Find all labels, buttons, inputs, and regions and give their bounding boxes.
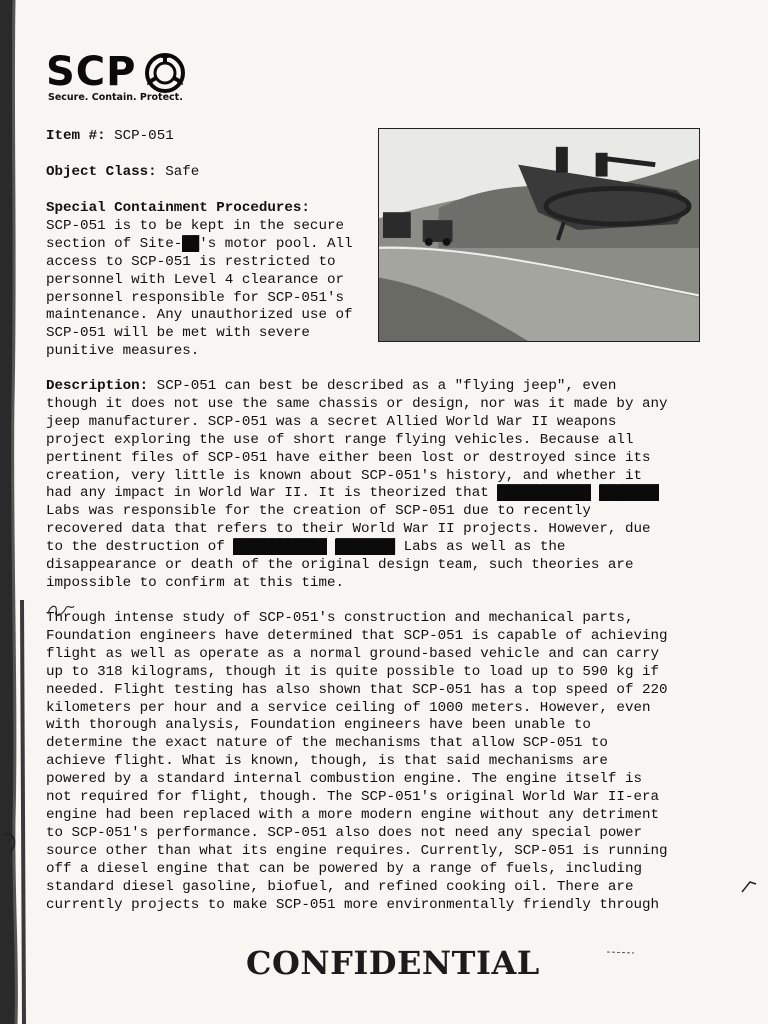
description-line: though it does not use the same chassis or design, nor was it made by any — [46, 395, 668, 412]
item-number — [46, 128, 174, 146]
logo-tagline: Secure. Contain. Protect. — [48, 92, 183, 103]
body-line: flight as well as operate as a normal ground-based vehicle and can carry — [46, 645, 659, 662]
item-value: SCP-051 — [114, 128, 174, 144]
body-line: needed. Flight testing has also shown that SCP-051 has a top speed of 220 — [46, 681, 668, 698]
body-line: with thorough analysis, Foundation engineers have been unable to — [46, 717, 591, 734]
body-paragraph — [46, 610, 668, 914]
procedures-line: personnel with Level 4 clearance or — [46, 271, 344, 288]
procedures-section — [46, 200, 353, 361]
object-class-value: Safe — [165, 164, 200, 180]
object-class — [46, 164, 199, 182]
body-line: engine had been replaced with a more modern engine without any detriment — [46, 806, 659, 823]
body-line: off a diesel engine that can be powered by a range of fuels, including — [46, 860, 642, 877]
redaction-bar: ██ — [182, 235, 200, 252]
description-line: SCP-051 can best be described as a "flying jeep", even — [148, 378, 617, 394]
scp-emblem-icon — [144, 52, 186, 94]
confidential-stamp: CONFIDENTIAL — [246, 944, 540, 982]
body-line: up to 318 kilograms, though it is quite possible to load up to 590 kg if — [46, 663, 659, 680]
redaction-bar: ███████████ — [497, 485, 591, 502]
description-section — [46, 378, 668, 593]
redaction-bar: ███████████ — [233, 539, 327, 556]
procedures-line: access to SCP-051 is restricted to — [46, 253, 336, 270]
procedures-line: maintenance. Any unauthorized use of — [46, 307, 353, 324]
redaction-bar: ███████ — [599, 485, 660, 502]
description-line: pertinent files of SCP-051 have either been lost or destroyed since its — [46, 449, 651, 466]
procedures-line: punitive measures. — [46, 343, 200, 360]
body-line: not required for flight, though. The SCP-051's original World War II-era — [46, 789, 659, 806]
body-line: currently projects to make SCP-051 more environmentally friendly through — [46, 896, 659, 913]
procedures-line: personnel responsible for SCP-051's — [46, 289, 344, 306]
description-line: Labs as well as the — [395, 539, 566, 556]
redaction-bar: ███████ — [335, 539, 396, 556]
procedures-line: SCP-051 is to be kept in the secure — [46, 217, 344, 234]
description-line: impossible to confirm at this time. — [46, 574, 344, 591]
body-line: standard diesel gasoline, biofuel, and refined cooking oil. There are — [46, 878, 634, 895]
handwritten-scribble — [44, 600, 86, 622]
body-line: kilometers per hour and a service ceiling of 1000 meters. However, even — [46, 699, 651, 716]
body-line: Through intense study of SCP-051's construction and mechanical parts, — [46, 610, 634, 626]
body-line: achieve flight. What is known, though, is that said mechanisms are — [46, 753, 608, 770]
body-line: to SCP-051's performance. SCP-051 also does not need any special power — [46, 824, 642, 841]
description-line: project exploring the use of short range flying vehicles. Because all — [46, 431, 634, 448]
procedures-line: section of Site- — [46, 235, 183, 252]
page-edge-shadow — [0, 0, 48, 1024]
body-line: powered by a standard internal combustion engine. The engine itself is — [46, 771, 642, 788]
procedures-line: 's motor pool. All — [199, 235, 353, 252]
procedures-line: SCP-051 will be met with severe — [46, 325, 310, 342]
body-line: Foundation engineers have determined that SCP-051 is capable of achieving — [46, 627, 668, 644]
description-heading: Description: — [46, 378, 149, 394]
item-label: Item #: — [46, 128, 106, 144]
description-line: disappearance or death of the original design team, such theories are — [46, 557, 634, 574]
description-line: recovered data that refers to their World War II projects. However, due — [46, 521, 651, 538]
description-line: to the destruction of — [46, 539, 234, 556]
description-line: had any impact in World War II. It is theorized that — [46, 485, 498, 502]
logo-wordmark: SCP — [46, 49, 137, 95]
object-class-label: Object Class: — [46, 164, 157, 180]
stray-mark — [740, 876, 760, 896]
stray-mark — [606, 948, 636, 956]
description-line: jeep manufacturer. SCP-051 was a secret Allied World War II weapons — [46, 413, 617, 430]
procedures-heading: Special Containment Procedures: — [46, 200, 310, 216]
description-line: Labs was responsible for the creation of SCP-051 due to recently — [46, 503, 591, 520]
description-line: creation, very little is known about SCP-051's history, and whether it — [46, 467, 642, 484]
body-line: source other than what its engine requires. Currently, SCP-051 is running — [46, 842, 668, 859]
body-line: determine the exact nature of the mechanisms that allow SCP-051 to — [46, 735, 608, 752]
scp-051-photo — [378, 128, 700, 342]
